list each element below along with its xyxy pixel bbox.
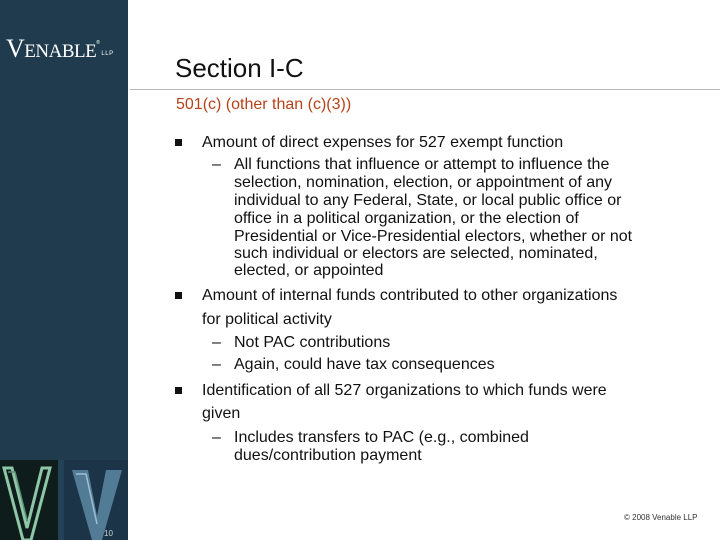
dash-marker: – (212, 429, 221, 446)
bullet-text: Amount of internal funds contributed to other organizations (202, 287, 618, 304)
sub-bullet-text: elected, or appointed (234, 262, 384, 279)
bullet-marker (175, 139, 182, 146)
sub-bullet-text: individual to any Federal, State, or local public office or (234, 192, 622, 209)
decorative-tiles (0, 460, 128, 540)
slide-subtitle: 501(c) (other than (c)(3)) (176, 96, 352, 113)
bullet-text: Amount of direct expenses for 527 exempt function (202, 134, 564, 151)
v-tile-left (0, 460, 58, 540)
v-tile-right (64, 460, 128, 540)
sub-bullet-text: All functions that influence or attempt to influence the (234, 156, 610, 173)
bullet-text: given (202, 405, 241, 422)
venable-logo: VENABLE®LLP (6, 34, 114, 63)
sub-bullet-text: office in a political organization, or the election of (234, 210, 579, 227)
sub-bullet-text: Again, could have tax consequences (234, 356, 495, 373)
bullet-marker (175, 387, 182, 394)
sub-bullet (212, 334, 390, 352)
bullet-text: Identification of all 527 organizations to which funds were (202, 382, 607, 399)
sub-bullet (212, 156, 609, 174)
bullet-text: for political activity (202, 311, 332, 328)
sub-bullet-text: Not PAC contributions (234, 334, 391, 351)
sidebar (0, 0, 128, 540)
title-divider (130, 89, 720, 90)
sub-bullet (212, 429, 529, 447)
copyright-footer: © 2008 Venable LLP (624, 513, 698, 522)
sub-bullet-text: selection, nomination, election, or appointment of any (234, 174, 613, 191)
dash-marker: – (212, 356, 221, 373)
sub-bullet-text: Includes transfers to PAC (e.g., combined (234, 429, 529, 446)
bullet-marker (175, 292, 182, 299)
sub-bullet-text: Presidential or Vice-Presidential electors, whether or not (234, 228, 633, 245)
sub-bullet-text: such individual or electors are selected, nominated, (234, 245, 598, 262)
dash-marker: – (212, 156, 221, 173)
slide-title: Section I-C (175, 53, 304, 83)
sub-bullet (212, 356, 495, 374)
sub-bullet-text: dues/contribution payment (234, 447, 422, 464)
dash-marker: – (212, 334, 221, 351)
page-number: 10 (104, 529, 113, 538)
